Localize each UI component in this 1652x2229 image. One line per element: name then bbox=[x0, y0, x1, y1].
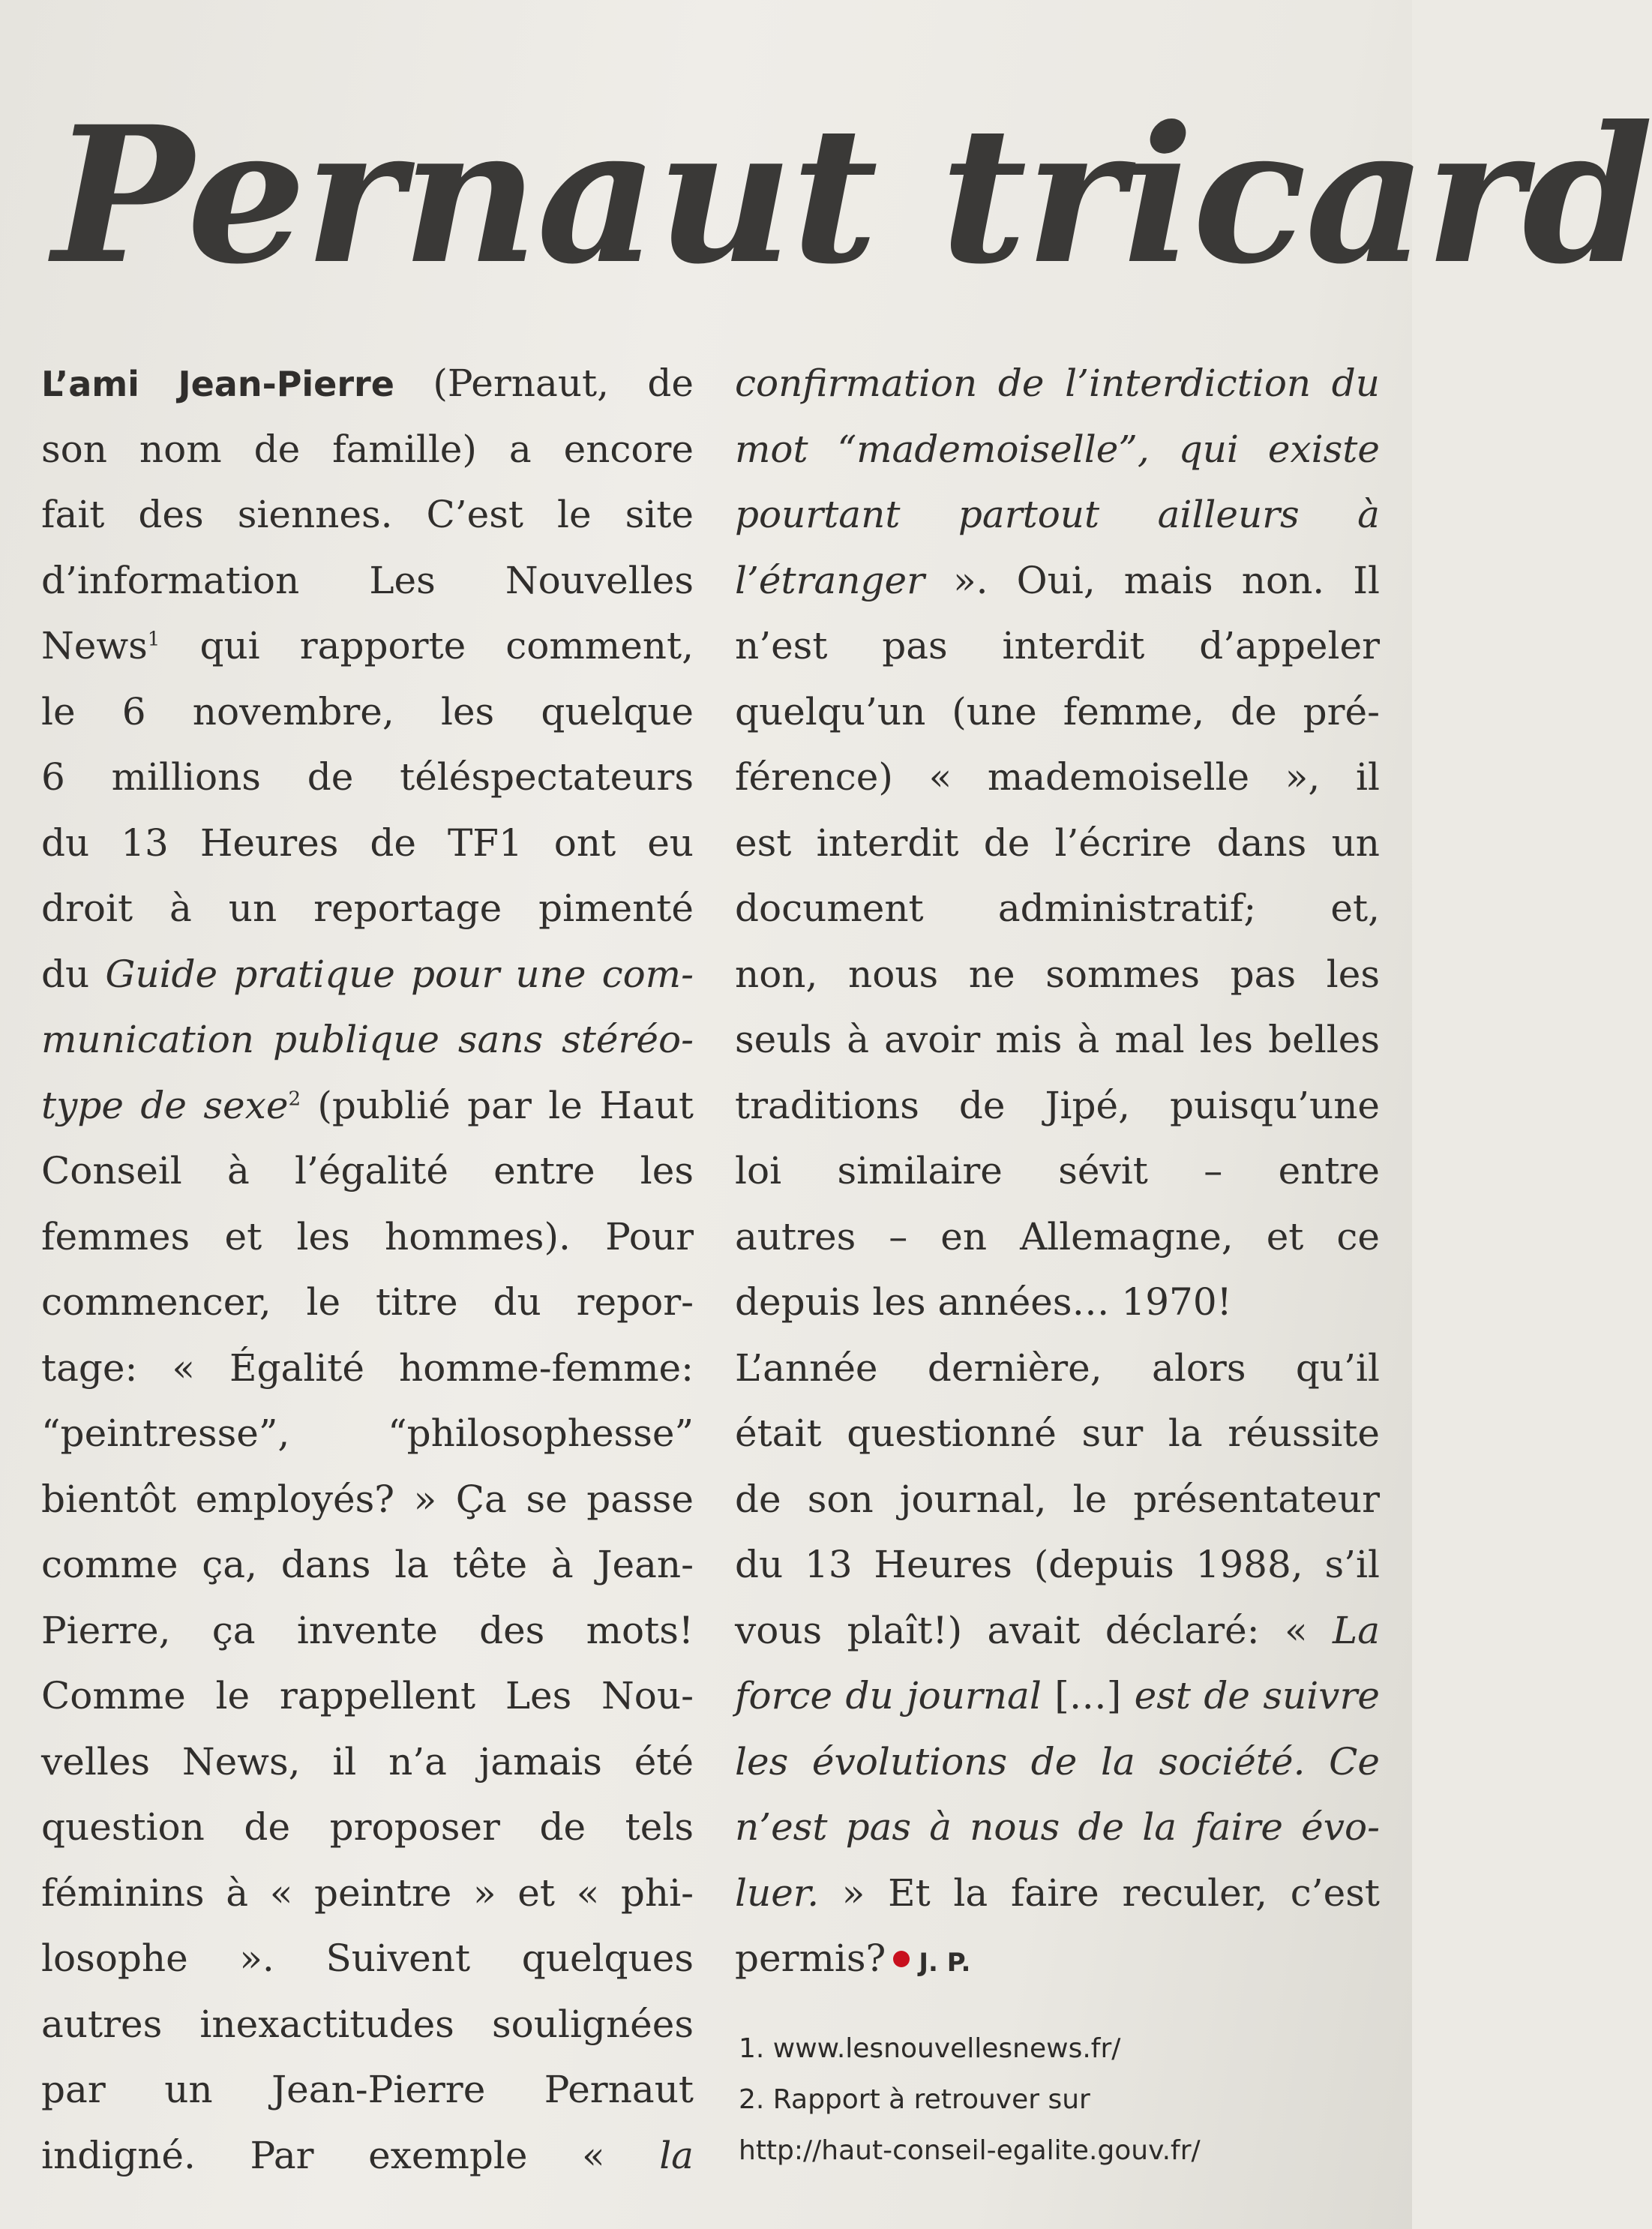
text-line: confirmation de l’interdiction du bbox=[735, 362, 1380, 405]
text-line: quelqu’un (une femme, de pré- bbox=[735, 689, 1380, 734]
text-line: autres inexactitudes soulignées bbox=[41, 2002, 694, 2046]
footnote-2-url: http://haut-conseil-egalite.gouv.fr/ bbox=[739, 2135, 1201, 2166]
text-span: du bbox=[41, 952, 106, 996]
text-line: son nom de famille) a encore bbox=[41, 427, 694, 471]
italic-span: luer. bbox=[735, 1870, 820, 1915]
text-line: n’est pas interdit d’appeler bbox=[735, 624, 1380, 668]
text-line: traditions de Jipé, puisqu’une bbox=[735, 1083, 1380, 1127]
text-line: Pierre, ça invente des mots! bbox=[41, 1608, 694, 1652]
italic-span: est de suivre bbox=[1121, 1674, 1380, 1718]
text-line: femmes et les hommes). Pour bbox=[41, 1214, 694, 1258]
text-line: velles News, il n’a jamais été bbox=[41, 1739, 694, 1784]
footnote-1: 1. www.lesnouvellesnews.fr/ bbox=[739, 2033, 1121, 2064]
text-span: indigné. Par exemple « bbox=[41, 2133, 660, 2177]
text-line: document administratif; et, bbox=[735, 886, 1380, 930]
italic-span: force du journal bbox=[735, 1674, 1055, 1718]
footnotes bbox=[739, 2024, 1376, 2176]
text-line bbox=[735, 1664, 1380, 1730]
text-line: le 6 novembre, les quelque bbox=[41, 689, 694, 734]
italic-span: l’étranger bbox=[735, 558, 925, 602]
text-line: d’information Les Nouvelles bbox=[41, 558, 694, 602]
text-line: commencer, le titre du repor- bbox=[41, 1280, 694, 1324]
text-line: droit à un reportage pimenté bbox=[41, 886, 694, 930]
text-span: » Et la faire reculer, c’est bbox=[819, 1870, 1380, 1915]
text-line: question de proposer de tels bbox=[41, 1805, 694, 1849]
footnote-2: 2. Rapport à retrouver sur bbox=[739, 2084, 1090, 2115]
text-line: comme ça, dans la tête à Jean- bbox=[41, 1543, 694, 1586]
text-line: du 13 Heures (depuis 1988, s’il bbox=[735, 1543, 1380, 1586]
text-span: (publié par le Haut bbox=[300, 1083, 694, 1127]
italic-span: Guide pratique pour une com- bbox=[105, 952, 694, 996]
end-mark-icon bbox=[893, 1951, 910, 1967]
text-line: munication publique sans stéréo- bbox=[41, 1018, 694, 1061]
text-line bbox=[735, 1861, 1380, 1927]
text-span: […] bbox=[1054, 1674, 1122, 1718]
text-span: News bbox=[41, 624, 148, 668]
text-line bbox=[41, 942, 694, 1008]
text-line: bientôt employés? » Ça se passe bbox=[41, 1477, 694, 1521]
text-line: n’est pas à nous de la faire évo- bbox=[735, 1805, 1380, 1849]
article-title: Pernaut tricard bbox=[52, 85, 1652, 305]
text-span: qui rapporte comment, bbox=[160, 624, 694, 668]
text-line: par un Jean-Pierre Pernaut bbox=[41, 2068, 694, 2111]
text-span: ». Oui, mais non. Il bbox=[924, 558, 1380, 602]
text-line bbox=[41, 351, 694, 417]
text-span: vous plaît!) avait déclaré: « bbox=[735, 1608, 1333, 1652]
text-line: est interdit de l’écrire dans un bbox=[735, 820, 1380, 865]
text-line: loi similaire sévit – entre bbox=[735, 1149, 1380, 1192]
text-line: féminins à « peintre » et « phi- bbox=[41, 1870, 694, 1915]
text-line: était questionné sur la réussite bbox=[735, 1412, 1380, 1455]
text-line bbox=[41, 1073, 694, 1139]
text-line: “peintresse”, “philosophesse” bbox=[41, 1412, 694, 1455]
text-line: non, nous ne sommes pas les bbox=[735, 952, 1380, 996]
text-line: mot “mademoiselle”, qui existe bbox=[735, 427, 1380, 471]
text-line: pourtant partout ailleurs à bbox=[735, 493, 1380, 536]
text-span: permis? bbox=[735, 1936, 886, 1980]
text-line: autres – en Allemagne, et ce bbox=[735, 1214, 1380, 1258]
text-span: (Pernaut, de bbox=[394, 362, 694, 405]
text-line: les évolutions de la société. Ce bbox=[735, 1739, 1380, 1784]
text-line: 6 millions de téléspectateurs bbox=[41, 755, 694, 799]
italic-span: La bbox=[1332, 1608, 1380, 1652]
text-line bbox=[41, 614, 694, 680]
text-line: Conseil à l’égalité entre les bbox=[41, 1149, 694, 1192]
text-line: seuls à avoir mis à mal les belles bbox=[735, 1018, 1380, 1061]
text-line bbox=[41, 2123, 694, 2189]
text-line: fait des siennes. C’est le site bbox=[41, 493, 694, 536]
text-line bbox=[735, 1926, 1380, 1992]
text-line: L’année dernière, alors qu’il bbox=[735, 1346, 1380, 1390]
text-line: tage: « Égalité homme-femme: bbox=[41, 1346, 694, 1390]
text-line: férence) « mademoiselle », il bbox=[735, 755, 1380, 799]
text-line: du 13 Heures de TF1 ont eu bbox=[41, 820, 694, 865]
text-line bbox=[735, 1598, 1380, 1664]
italic-span: type de sexe bbox=[41, 1083, 289, 1127]
lead-in: L’ami Jean-Pierre bbox=[41, 364, 394, 404]
italic-span: la bbox=[659, 2133, 694, 2177]
footnote-ref-2: 2 bbox=[288, 1087, 301, 1110]
left-column bbox=[41, 351, 694, 2188]
text-line: de son journal, le présentateur bbox=[735, 1477, 1380, 1521]
text-line: depuis les années… 1970! bbox=[735, 1280, 1232, 1324]
author-signature: J. P. bbox=[919, 1948, 971, 1978]
text-line: Comme le rappellent Les Nou- bbox=[41, 1674, 694, 1718]
right-column bbox=[735, 351, 1380, 1992]
text-line: losophe ». Suivent quelques bbox=[41, 1936, 694, 1980]
footnote-ref-1: 1 bbox=[147, 628, 160, 651]
text-line bbox=[735, 548, 1380, 614]
